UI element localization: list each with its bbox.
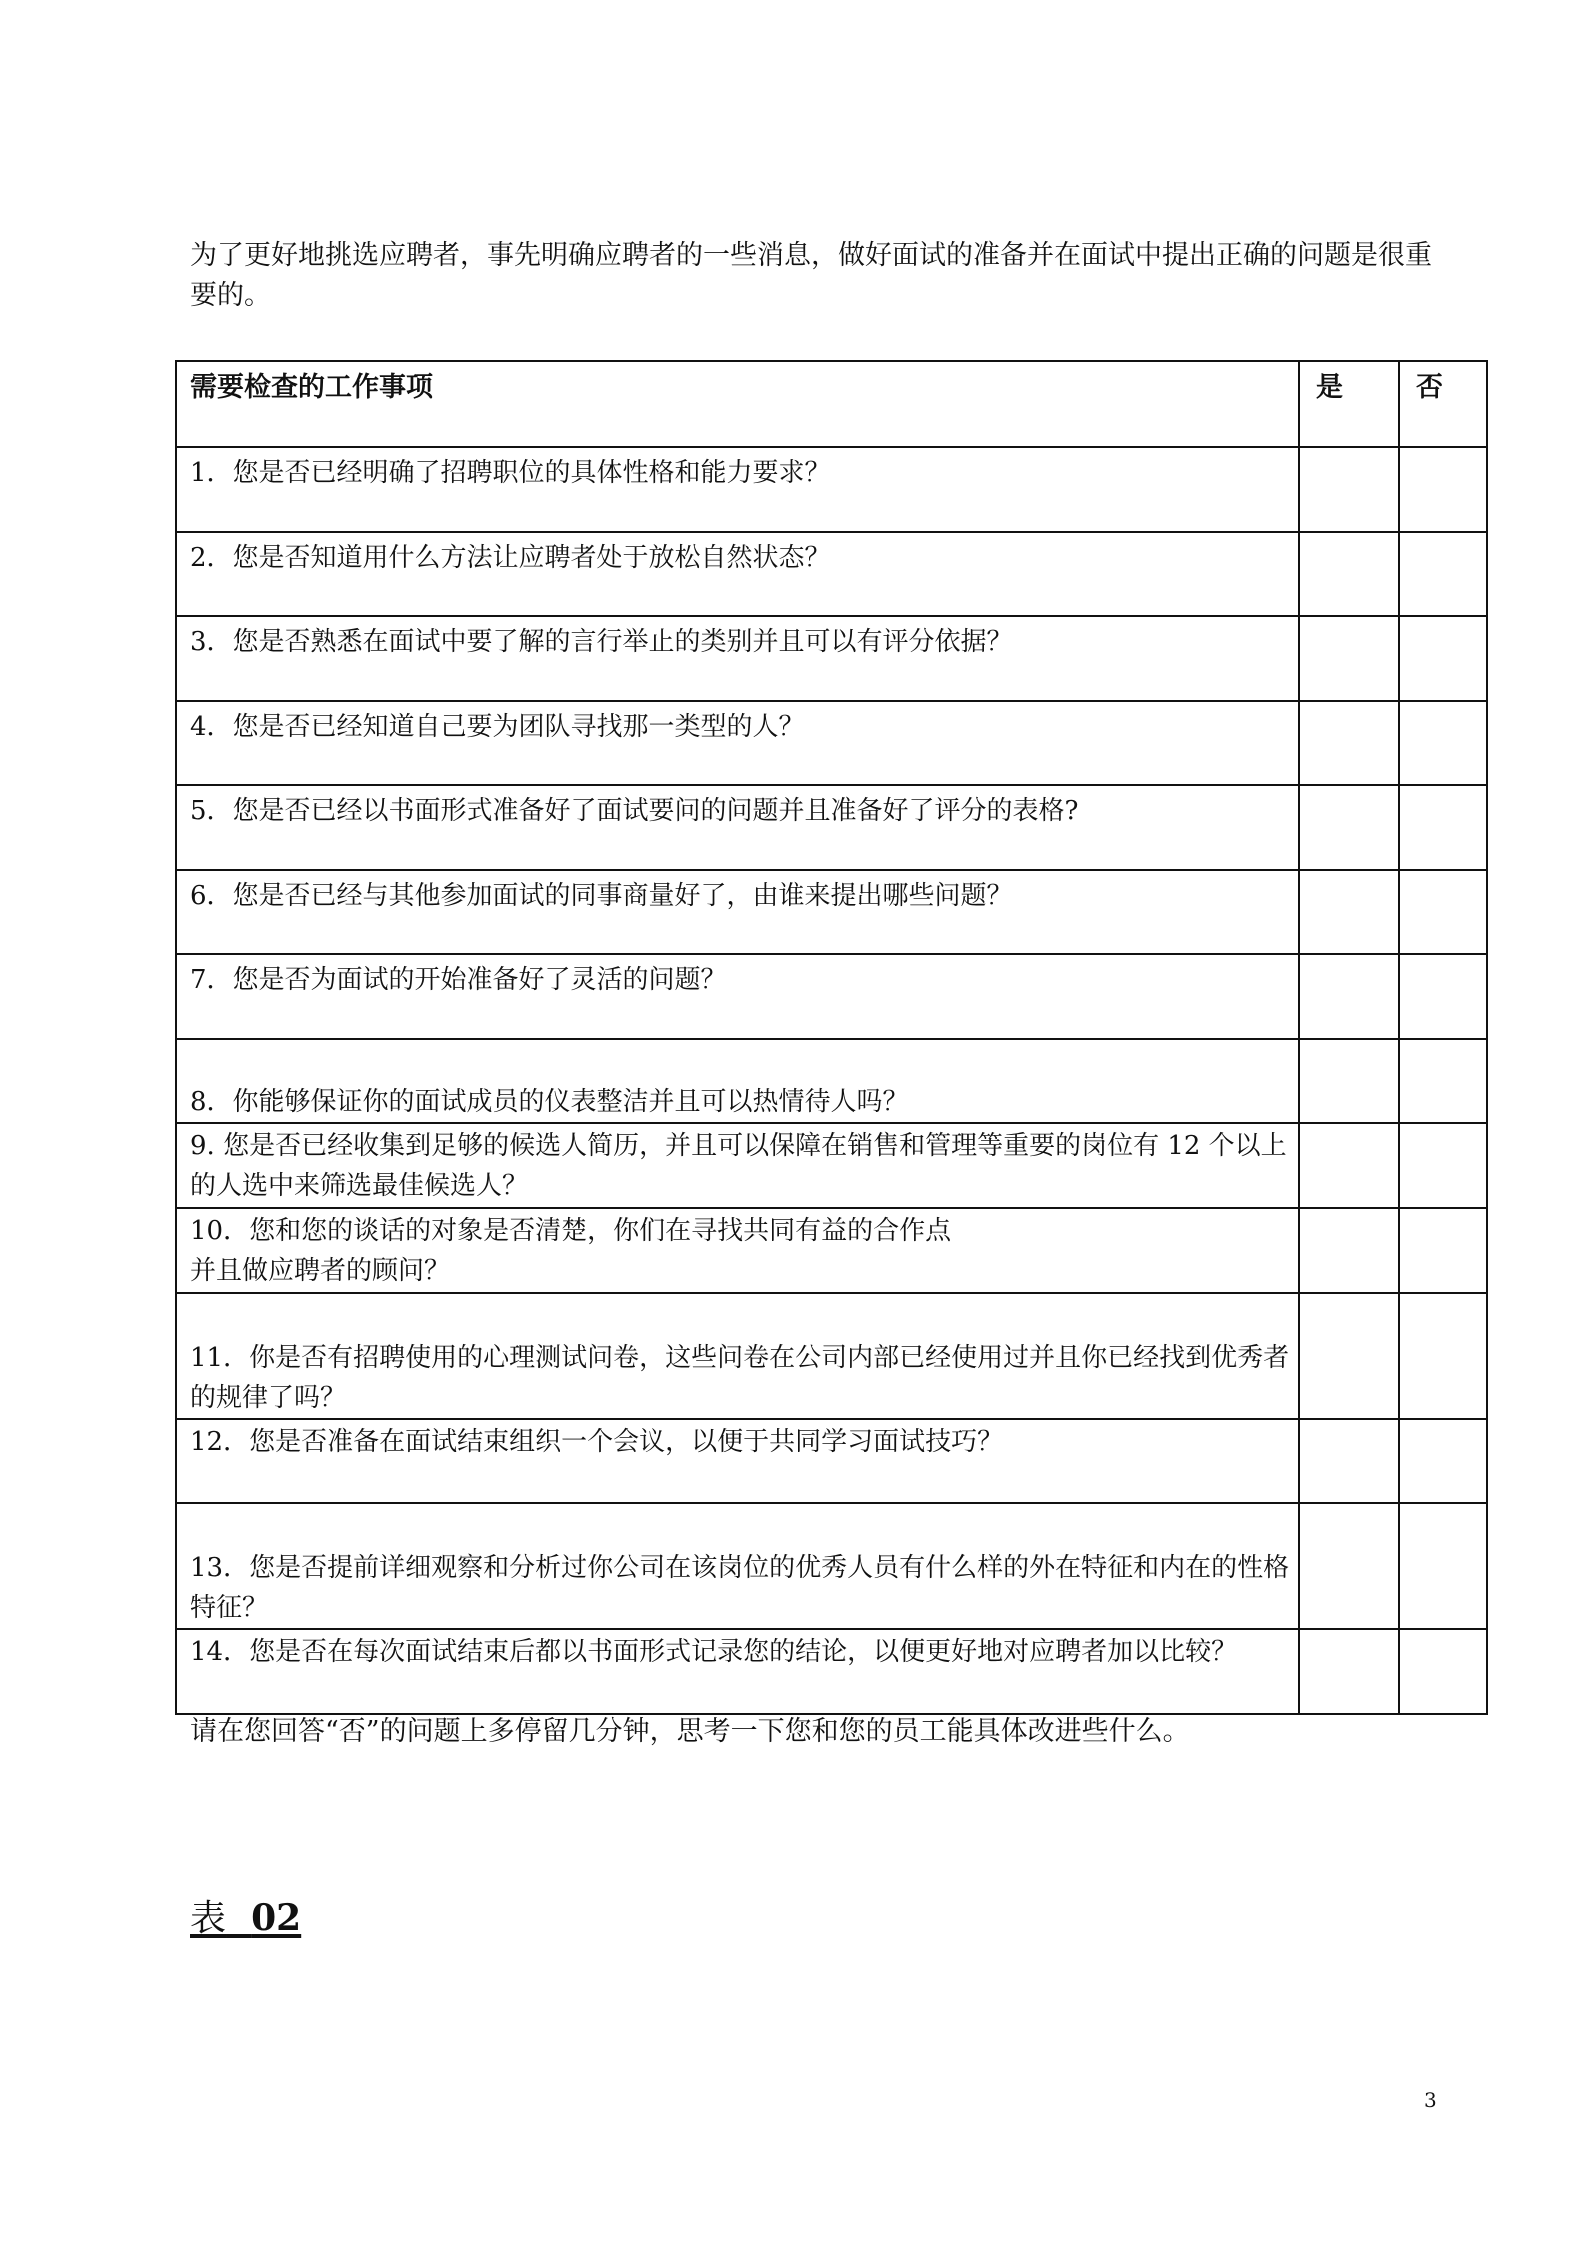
no-cell-12[interactable] [1399, 1419, 1487, 1503]
yes-cell-4[interactable] [1299, 701, 1399, 785]
section-heading-number: 02 [251, 1897, 302, 1939]
table-row [176, 1419, 1487, 1503]
no-cell-9[interactable] [1399, 1123, 1487, 1208]
yes-cell-1[interactable] [1299, 447, 1399, 532]
table-row [176, 1293, 1487, 1419]
checklist-item-1: 1．您是否已经明确了招聘职位的具体性格和能力要求？ [176, 447, 1299, 532]
table-row [176, 447, 1487, 532]
no-cell-4[interactable] [1399, 701, 1487, 785]
table-row [176, 870, 1487, 954]
checklist-item-7: 7．您是否为面试的开始准备好了灵活的问题？ [176, 954, 1299, 1039]
table-row [176, 954, 1487, 1039]
checklist-item-14: 14．您是否在每次面试结束后都以书面形式记录您的结论，以便更好地对应聘者加以比较？ [176, 1629, 1299, 1714]
checklist-item-13: 13．您是否提前详细观察和分析过你公司在该岗位的优秀人员有什么样的外在特征和内在的性格特征？ [176, 1503, 1299, 1629]
yes-cell-5[interactable] [1299, 785, 1399, 870]
table-row [176, 532, 1487, 616]
checklist-item-10 [176, 1208, 1299, 1293]
checklist-item-10-line1: 10．您和您的谈话的对象是否清楚，你们在寻找共同有益的合作点 [190, 1216, 952, 1246]
checklist-item-8: 8．你能够保证你的面试成员的仪表整洁并且可以热情待人吗？ [176, 1039, 1299, 1123]
no-cell-10[interactable] [1399, 1208, 1487, 1293]
checklist-item-10-line2: 并且做应聘者的顾问？ [190, 1256, 451, 1286]
table-row [176, 1503, 1487, 1629]
reflection-note: 请在您回答“否”的问题上多停留几分钟，思考一下您和您的员工能具体改进些什么。 [190, 1716, 1190, 1747]
table-row [176, 1208, 1487, 1293]
checklist-item-11: 11．你是否有招聘使用的心理测试问卷，这些问卷在公司内部已经使用过并且你已经找到优秀者的规律了吗？ [176, 1293, 1299, 1419]
table-header-row [176, 361, 1487, 447]
table-row [176, 616, 1487, 701]
yes-cell-13[interactable] [1299, 1503, 1399, 1629]
checklist-item-6: 6．您是否已经与其他参加面试的同事商量好了，由谁来提出哪些问题？ [176, 870, 1299, 954]
yes-cell-7[interactable] [1299, 954, 1399, 1039]
yes-cell-2[interactable] [1299, 532, 1399, 616]
interview-checklist-table [175, 360, 1488, 1715]
no-cell-11[interactable] [1399, 1293, 1487, 1419]
no-cell-13[interactable] [1399, 1503, 1487, 1629]
no-cell-5[interactable] [1399, 785, 1487, 870]
header-item: 需要检查的工作事项 [176, 361, 1299, 447]
yes-cell-9[interactable] [1299, 1123, 1399, 1208]
table-row [176, 1039, 1487, 1123]
section-heading-prefix: 表 [190, 1898, 227, 1939]
intro-paragraph: 为了更好地挑选应聘者，事先明确应聘者的一些消息，做好面试的准备并在面试中提出正确的问题是很重要的。 [190, 240, 1432, 311]
table-row [176, 701, 1487, 785]
no-cell-7[interactable] [1399, 954, 1487, 1039]
yes-cell-11[interactable] [1299, 1293, 1399, 1419]
yes-cell-8[interactable] [1299, 1039, 1399, 1123]
yes-cell-3[interactable] [1299, 616, 1399, 701]
yes-cell-12[interactable] [1299, 1419, 1399, 1503]
section-heading [190, 1896, 301, 1941]
yes-cell-10[interactable] [1299, 1208, 1399, 1293]
table-row [176, 1123, 1487, 1208]
table-row [176, 785, 1487, 870]
no-cell-6[interactable] [1399, 870, 1487, 954]
header-no: 否 [1399, 361, 1487, 447]
yes-cell-6[interactable] [1299, 870, 1399, 954]
no-cell-2[interactable] [1399, 532, 1487, 616]
page-number: 3 [1424, 2088, 1437, 2112]
checklist-item-4: 4．您是否已经知道自己要为团队寻找那一类型的人？ [176, 701, 1299, 785]
no-cell-3[interactable] [1399, 616, 1487, 701]
checklist-item-2: 2．您是否知道用什么方法让应聘者处于放松自然状态？ [176, 532, 1299, 616]
no-cell-14[interactable] [1399, 1629, 1487, 1714]
no-cell-8[interactable] [1399, 1039, 1487, 1123]
header-yes: 是 [1299, 361, 1399, 447]
checklist-item-3: 3．您是否熟悉在面试中要了解的言行举止的类别并且可以有评分依据？ [176, 616, 1299, 701]
table-row [176, 1629, 1487, 1714]
checklist-item-12: 12．您是否准备在面试结束组织一个会议，以便于共同学习面试技巧？ [176, 1419, 1299, 1503]
checklist-item-5: 5．您是否已经以书面形式准备好了面试要问的问题并且准备好了评分的表格? [176, 785, 1299, 870]
yes-cell-14[interactable] [1299, 1629, 1399, 1714]
checklist-item-9: 9. 您是否已经收集到足够的候选人简历，并且可以保障在销售和管理等重要的岗位有 12 个以上的人选中来筛选最佳候选人？ [176, 1123, 1299, 1208]
no-cell-1[interactable] [1399, 447, 1487, 532]
